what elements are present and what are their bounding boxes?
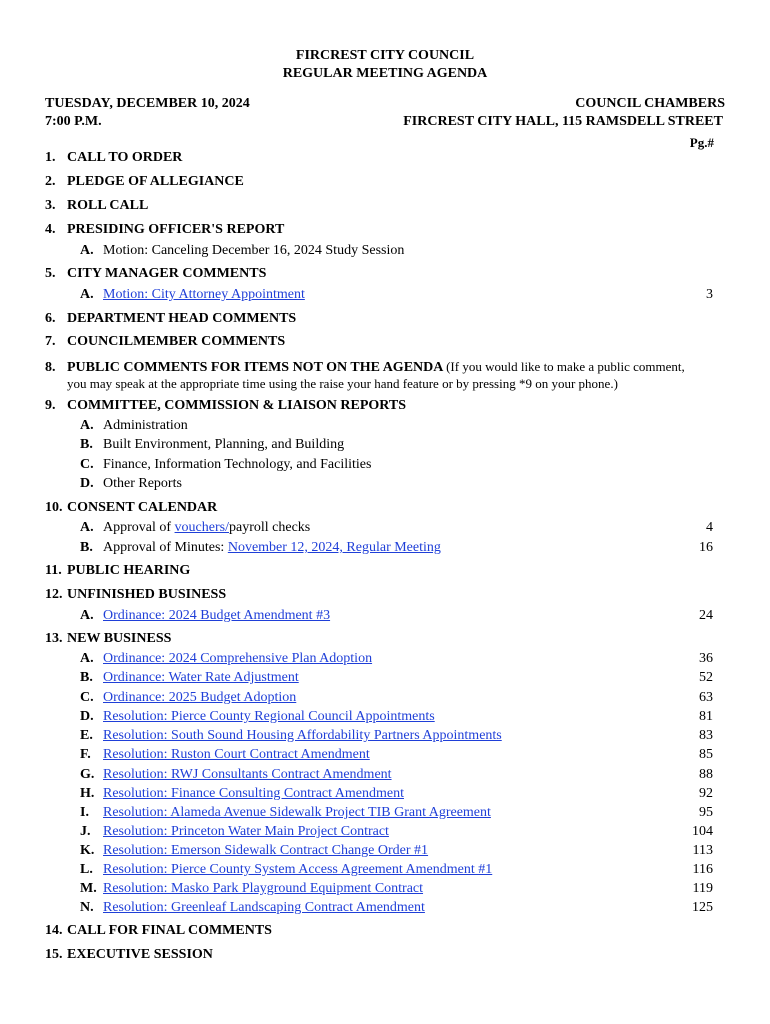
item-letter: C. xyxy=(80,457,94,472)
agenda-item xyxy=(80,690,296,706)
agenda-item xyxy=(80,520,310,536)
page-number: 83 xyxy=(699,728,713,743)
item-link[interactable]: Resolution: South Sound Housing Affordability Partners Appointments xyxy=(103,728,502,743)
page-number: 119 xyxy=(692,881,713,896)
item-letter: A. xyxy=(80,608,94,623)
item-link[interactable]: Ordinance: 2024 Comprehensive Plan Adoption xyxy=(103,651,373,666)
item-letter: D. xyxy=(80,709,94,724)
section-consent-calendar xyxy=(45,500,217,516)
item-link[interactable]: Resolution: Princeton Water Main Project Contract xyxy=(103,824,389,839)
section-title: CITY MANAGER COMMENTS xyxy=(67,266,267,281)
meeting-date: TUESDAY, DECEMBER 10, 2024 xyxy=(45,96,250,111)
section-title: CONSENT CALENDAR xyxy=(67,500,218,515)
section-number: 14. xyxy=(45,923,63,938)
item-letter: A. xyxy=(80,287,94,302)
section-number: 5. xyxy=(45,266,56,281)
item-letter: D. xyxy=(80,476,94,491)
section-number: 6. xyxy=(45,311,56,326)
item-letter: L. xyxy=(80,862,93,877)
agenda-title: REGULAR MEETING AGENDA xyxy=(282,66,488,81)
agenda-item xyxy=(80,651,372,667)
agenda-item xyxy=(80,862,492,878)
section-executive-session xyxy=(45,947,213,963)
item-text: Approval of Minutes: xyxy=(103,540,228,555)
section-call-to-order xyxy=(45,150,182,166)
item-link[interactable]: Resolution: Ruston Court Contract Amendment xyxy=(103,747,370,762)
agenda-item xyxy=(80,243,404,259)
item-text: Approval of xyxy=(103,520,175,535)
section-number: 9. xyxy=(45,398,56,413)
page-number: 92 xyxy=(699,786,713,801)
section-title: PUBLIC HEARING xyxy=(67,563,191,578)
agenda-item xyxy=(80,728,502,744)
item-letter: E. xyxy=(80,728,93,743)
item-link[interactable]: Motion: City Attorney Appointment xyxy=(103,287,305,302)
item-text: Motion: Canceling December 16, 2024 Study Session xyxy=(103,243,405,258)
meeting-time: 7:00 P.M. xyxy=(45,114,102,129)
section-presiding-officer xyxy=(45,222,284,238)
agenda-item xyxy=(80,709,435,725)
section-final-comments xyxy=(45,923,272,939)
item-link[interactable]: Resolution: Masko Park Playground Equipment Contract xyxy=(103,881,424,896)
section-note-continued: you may speak at the appropriate time using the raise your hand feature or by pressing *9 on your phone.) xyxy=(67,376,618,391)
section-title: COMMITTEE, COMMISSION & LIAISON REPORTS xyxy=(67,398,407,413)
item-link[interactable]: Resolution: Pierce County System Access Agreement Amendment #1 xyxy=(103,862,493,877)
section-title: PRESIDING OFFICER'S REPORT xyxy=(67,222,285,237)
page-number: 81 xyxy=(699,709,713,724)
agenda-item xyxy=(80,287,305,303)
item-letter: A. xyxy=(80,651,94,666)
section-number: 11. xyxy=(45,563,62,578)
item-link[interactable]: Ordinance: Water Rate Adjustment xyxy=(103,670,299,685)
item-link[interactable]: Resolution: RWJ Consultants Contract Amendment xyxy=(103,767,392,782)
section-title: EXECUTIVE SESSION xyxy=(67,947,213,962)
section-title: UNFINISHED BUSINESS xyxy=(67,587,227,602)
meeting-location: COUNCIL CHAMBERS xyxy=(575,96,725,111)
agenda-item xyxy=(80,747,370,763)
page-number: 52 xyxy=(699,670,713,685)
meeting-address: FIRCREST CITY HALL, 115 RAMSDELL STREET xyxy=(403,114,723,129)
agenda-item xyxy=(80,881,423,897)
section-department-head xyxy=(45,311,296,327)
item-letter: I. xyxy=(80,805,89,820)
item-letter: F. xyxy=(80,747,91,762)
section-title: CALL FOR FINAL COMMENTS xyxy=(67,923,272,938)
item-link[interactable]: Resolution: Greenleaf Landscaping Contract Amendment xyxy=(103,900,425,915)
page-number: 116 xyxy=(692,862,713,877)
section-title: PUBLIC COMMENTS FOR ITEMS NOT ON THE AGENDA xyxy=(67,360,443,375)
agenda-item xyxy=(80,824,389,840)
section-unfinished-business xyxy=(45,587,226,603)
item-text: Built Environment, Planning, and Building xyxy=(103,437,345,452)
section-committee-reports xyxy=(45,398,406,414)
agenda-item xyxy=(80,457,371,473)
item-text: Other Reports xyxy=(103,476,182,491)
item-letter: A. xyxy=(80,243,94,258)
agenda-item xyxy=(80,418,188,434)
agenda-item xyxy=(80,670,299,686)
page-number: 95 xyxy=(699,805,713,820)
section-number: 4. xyxy=(45,222,56,237)
section-number: 12. xyxy=(45,587,63,602)
item-letter: H. xyxy=(80,786,95,801)
agenda-item xyxy=(80,476,182,492)
item-letter: B. xyxy=(80,670,93,685)
item-letter: M. xyxy=(80,881,97,896)
item-link[interactable]: Ordinance: 2025 Budget Adoption xyxy=(103,690,297,705)
section-number: 8. xyxy=(45,360,56,375)
section-title: PLEDGE OF ALLEGIANCE xyxy=(67,174,244,189)
item-letter: J. xyxy=(80,824,91,839)
section-pledge xyxy=(45,174,244,190)
item-link[interactable]: Resolution: Emerson Sidewalk Contract Change Order #1 xyxy=(103,843,429,858)
item-link[interactable]: Ordinance: 2024 Budget Amendment #3 xyxy=(103,608,331,623)
page-number: 85 xyxy=(699,747,713,762)
section-title: COUNCILMEMBER COMMENTS xyxy=(67,334,286,349)
agenda-item xyxy=(80,437,344,453)
page-number: 125 xyxy=(692,900,713,915)
agenda-item xyxy=(80,786,404,802)
item-text: payroll checks xyxy=(228,520,311,535)
section-number: 7. xyxy=(45,334,56,349)
section-number: 2. xyxy=(45,174,56,189)
page-number: 4 xyxy=(706,520,713,535)
agenda-item xyxy=(80,767,392,783)
page-number: 16 xyxy=(699,540,713,555)
item-text: Administration xyxy=(103,418,188,433)
section-public-comments xyxy=(45,359,685,376)
org-title: FIRCREST CITY COUNCIL xyxy=(295,48,475,63)
item-letter: C. xyxy=(80,690,94,705)
section-number: 13. xyxy=(45,631,63,646)
section-title: CALL TO ORDER xyxy=(67,150,183,165)
vouchers-link[interactable]: vouchers/ xyxy=(174,520,229,535)
section-title: NEW BUSINESS xyxy=(67,631,172,646)
item-letter: G. xyxy=(80,767,95,782)
page-column-header: Pg.# xyxy=(689,135,714,150)
section-public-hearing xyxy=(45,563,190,579)
item-letter: A. xyxy=(80,520,94,535)
section-number: 3. xyxy=(45,198,56,213)
item-letter: B. xyxy=(80,437,93,452)
page-number: 63 xyxy=(699,690,713,705)
section-title: ROLL CALL xyxy=(67,198,149,213)
section-city-manager xyxy=(45,266,266,282)
agenda-item xyxy=(80,900,425,916)
agenda-item xyxy=(80,540,441,556)
section-number: 15. xyxy=(45,947,63,962)
page-number: 24 xyxy=(699,608,713,623)
section-roll-call xyxy=(45,198,148,214)
section-number: 10. xyxy=(45,500,63,515)
section-title: DEPARTMENT HEAD COMMENTS xyxy=(67,311,297,326)
page-number: 113 xyxy=(692,843,713,858)
item-link[interactable]: Resolution: Pierce County Regional Council Appointments xyxy=(103,709,435,724)
item-text: Finance, Information Technology, and Facilities xyxy=(103,457,372,472)
item-letter: A. xyxy=(80,418,94,433)
item-letter: B. xyxy=(80,540,93,555)
item-letter: N. xyxy=(80,900,94,915)
section-new-business xyxy=(45,631,171,647)
item-link[interactable]: Resolution: Alameda Avenue Sidewalk Project TIB Grant Agreement xyxy=(103,805,491,820)
agenda-item xyxy=(80,843,428,859)
agenda-item xyxy=(80,805,491,821)
section-note: (If you would like to make a public comment, xyxy=(446,359,685,374)
item-link[interactable]: Resolution: Finance Consulting Contract Amendment xyxy=(103,786,404,801)
page-number: 88 xyxy=(699,767,713,782)
page-number: 36 xyxy=(699,651,713,666)
section-councilmember xyxy=(45,334,285,350)
minutes-link[interactable]: November 12, 2024, Regular Meeting xyxy=(227,540,441,555)
page-number: 3 xyxy=(706,287,713,302)
item-letter: K. xyxy=(80,843,95,858)
section-number: 1. xyxy=(45,150,56,165)
page-number: 104 xyxy=(692,824,713,839)
agenda-item xyxy=(80,608,330,624)
